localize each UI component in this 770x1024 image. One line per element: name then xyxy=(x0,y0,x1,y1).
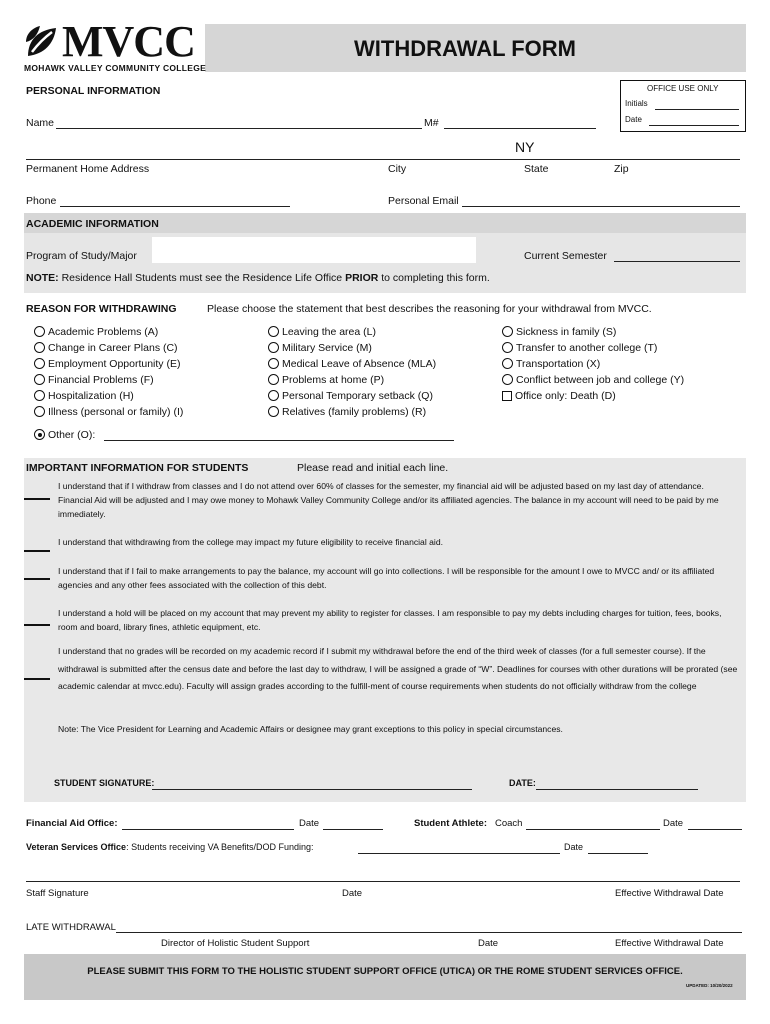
radio-icon[interactable] xyxy=(34,326,45,337)
reason-option[interactable]: Sickness in family (S) xyxy=(502,326,616,338)
program-input[interactable] xyxy=(152,237,476,263)
radio-icon[interactable] xyxy=(34,358,45,369)
reason-option[interactable]: Conflict between job and college (Y) xyxy=(502,374,684,386)
name-label: Name xyxy=(26,117,55,129)
residence-note xyxy=(26,272,490,284)
radio-icon[interactable] xyxy=(268,326,279,337)
reason-option[interactable]: Academic Problems (A) xyxy=(34,326,158,338)
other-field[interactable] xyxy=(104,440,454,441)
fin-aid-field[interactable] xyxy=(122,829,294,830)
office-date-line[interactable] xyxy=(649,125,739,126)
state-value: NY xyxy=(515,139,535,155)
veteran-services-row xyxy=(26,842,314,852)
radio-icon[interactable] xyxy=(268,374,279,385)
radio-checked-icon[interactable] xyxy=(34,429,45,440)
office-initials-label: Initials xyxy=(625,99,648,108)
logo-college-name: MOHAWK VALLEY COMMUNITY COLLEGE xyxy=(24,63,207,73)
reason-option[interactable]: Medical Leave of Absence (MLA) xyxy=(268,358,436,370)
fin-aid-label: Financial Aid Office: xyxy=(26,818,118,829)
athlete-label: Student Athlete: xyxy=(414,818,488,829)
updated-date: UPDATED: 10/20/2022 xyxy=(686,983,733,988)
reason-option[interactable]: Illness (personal or family) (I) xyxy=(34,406,183,418)
initial-line[interactable] xyxy=(24,498,50,500)
office-use-heading: OFFICE USE ONLY xyxy=(647,84,719,93)
submit-instruction: PLEASE SUBMIT THIS FORM TO THE HOLISTIC STUDENT SUPPORT OFFICE (UTICA) OR THE ROME STUDENT SERVICES OFFICE. xyxy=(87,966,683,977)
radio-icon[interactable] xyxy=(502,358,513,369)
radio-icon[interactable] xyxy=(34,390,45,401)
reason-heading: REASON FOR WITHDRAWING xyxy=(26,303,177,315)
reason-option[interactable]: Problems at home (P) xyxy=(268,374,384,386)
reason-option[interactable]: Transfer to another college (T) xyxy=(502,342,657,354)
statement-eligibility: I understand that withdrawing from the college may impact my future eligibility to receive financial aid. xyxy=(58,537,443,547)
staff-signature-label: Staff Signature xyxy=(26,888,89,899)
email-label: Personal Email xyxy=(388,195,459,207)
mvcc-logo xyxy=(24,17,207,74)
office-initials-line[interactable] xyxy=(655,109,739,110)
radio-icon[interactable] xyxy=(268,406,279,417)
office-date-label: Date xyxy=(625,115,642,124)
note-label: NOTE: xyxy=(26,272,59,284)
address-label: Permanent Home Address xyxy=(26,163,150,175)
email-field[interactable] xyxy=(462,206,740,207)
reason-option[interactable]: Leaving the area (L) xyxy=(268,326,376,338)
statement-collections: I understand that if I fail to make arrangements to pay the balance, my account will go into collections. I will be responsible for the amount I owe to MVCC and/ or its affiliated agencies and any other fees associated with the collection of this debt. xyxy=(58,566,715,590)
radio-icon[interactable] xyxy=(268,390,279,401)
phone-label: Phone xyxy=(26,195,57,207)
veteran-date-field[interactable] xyxy=(588,853,648,854)
fin-aid-date-field[interactable] xyxy=(323,829,383,830)
staff-signature-line[interactable] xyxy=(26,881,740,882)
initial-line[interactable] xyxy=(24,550,50,552)
reason-instruction: Please choose the statement that best describes the reasoning for your withdrawal from MVCC. xyxy=(207,303,652,315)
late-withdrawal-label: LATE WITHDRAWAL xyxy=(26,922,116,933)
coach-label: Coach xyxy=(495,818,523,829)
form-title: WITHDRAWAL FORM xyxy=(354,36,577,61)
m-number-field[interactable] xyxy=(444,128,596,129)
m-number-label: M# xyxy=(424,117,439,129)
reason-option[interactable]: Military Service (M) xyxy=(268,342,372,354)
veteran-services-label: Veteran Services Office xyxy=(26,842,127,852)
city-label: City xyxy=(388,163,407,175)
reason-option[interactable]: Financial Problems (F) xyxy=(34,374,154,386)
phone-field[interactable] xyxy=(60,206,290,207)
statement-hold: I understand a hold will be placed on my account that may prevent my ability to register for classes. I am responsible to pay my debts including charges for tuition, fees, books, room and board, library fines, athletic equipment, etc. xyxy=(58,608,722,632)
leaf-logo-icon xyxy=(24,24,60,60)
note-text-pre: Residence Hall Students must see the Residence Life Office xyxy=(58,272,346,284)
late-effective-date-label: Effective Withdrawal Date xyxy=(615,938,724,949)
radio-icon[interactable] xyxy=(268,358,279,369)
coach-date-field[interactable] xyxy=(688,829,742,830)
reason-option[interactable]: Hospitalization (H) xyxy=(34,390,134,402)
statement-grades: I understand that no grades will be recorded on my academic record if I submit my withdrawal before the end of the third week of classes (for a full semester course). If the withdrawal is submitted after the census date and before the last day to withdraw, I will be assigned a grade of “W”. Deadlines for courses with other durations will be prorated (see academic calendar at mvcc.edu). Faculty will assign grades according to the fulfill-ment of course requirements when students do not officially withdraw from the college xyxy=(58,646,738,691)
radio-icon[interactable] xyxy=(34,374,45,385)
coach-field[interactable] xyxy=(526,829,660,830)
student-signature-field[interactable] xyxy=(152,789,472,790)
veteran-field[interactable] xyxy=(358,853,560,854)
reason-option[interactable]: Personal Temporary setback (Q) xyxy=(268,390,433,402)
semester-field[interactable] xyxy=(614,261,740,262)
academic-info-heading: ACADEMIC INFORMATION xyxy=(26,218,159,230)
important-heading: IMPORTANT INFORMATION FOR STUDENTS xyxy=(26,462,249,474)
name-field[interactable] xyxy=(56,128,422,129)
radio-icon[interactable] xyxy=(502,342,513,353)
late-date-label: Date xyxy=(478,938,499,949)
initial-line[interactable] xyxy=(24,678,50,680)
veteran-services-text: : Students receiving VA Benefits/DOD Funding: xyxy=(126,842,314,852)
personal-info-heading: PERSONAL INFORMATION xyxy=(26,85,161,97)
coach-date-label: Date xyxy=(663,818,684,829)
fin-aid-date-label: Date xyxy=(299,818,320,829)
reason-option[interactable]: Change in Career Plans (C) xyxy=(34,342,178,354)
radio-icon[interactable] xyxy=(502,374,513,385)
student-signature-label: STUDENT SIGNATURE: xyxy=(54,778,155,788)
note-text-post: to completing this form. xyxy=(378,272,490,284)
note-prior: PRIOR xyxy=(345,272,379,284)
program-label: Program of Study/Major xyxy=(26,250,137,262)
semester-label: Current Semester xyxy=(524,250,607,262)
student-date-field[interactable] xyxy=(536,789,698,790)
office-use-box xyxy=(620,80,746,132)
reason-option[interactable]: Transportation (X) xyxy=(502,358,600,370)
other-option[interactable]: Other (O): xyxy=(34,429,95,441)
state-label: State xyxy=(524,163,549,175)
radio-icon[interactable] xyxy=(34,406,45,417)
initial-line[interactable] xyxy=(24,624,50,626)
radio-icon[interactable] xyxy=(268,342,279,353)
director-label: Director of Holistic Student Support xyxy=(161,938,310,949)
address-field[interactable] xyxy=(26,159,740,160)
student-date-label: DATE: xyxy=(509,778,536,788)
zip-label: Zip xyxy=(614,163,629,175)
office-only-option[interactable]: Office only: Death (D) xyxy=(502,390,616,402)
staff-date-label: Date xyxy=(342,888,363,899)
checkbox-icon[interactable] xyxy=(502,391,512,401)
important-instruction: Please read and initial each line. xyxy=(297,462,449,474)
reason-option[interactable]: Employment Opportunity (E) xyxy=(34,358,180,370)
statement-financial-aid: I understand that if I withdraw from classes and I do not attend over 60% of classes for the semester, my financial aid will be adjusted based on my last day of attendance. Financial Aid will be adjusted and I may owe money to Mohawk Valley Community College and/or its affiliated agencies. The balance in my account will need to be paid by me immediately. xyxy=(58,481,719,519)
staff-effective-date-label: Effective Withdrawal Date xyxy=(615,888,724,899)
reason-option[interactable]: Relatives (family problems) (R) xyxy=(268,406,426,418)
vp-note: Note: The Vice President for Learning and Academic Affairs or designee may grant exceptions to this policy in special circumstances. xyxy=(58,724,563,734)
late-withdrawal-line[interactable] xyxy=(116,932,742,933)
initial-line[interactable] xyxy=(24,578,50,580)
footer-bar xyxy=(24,954,746,1000)
radio-icon[interactable] xyxy=(34,342,45,353)
logo-wordmark: MVCC xyxy=(62,17,195,66)
radio-icon[interactable] xyxy=(502,326,513,337)
veteran-date-label: Date xyxy=(564,842,584,852)
